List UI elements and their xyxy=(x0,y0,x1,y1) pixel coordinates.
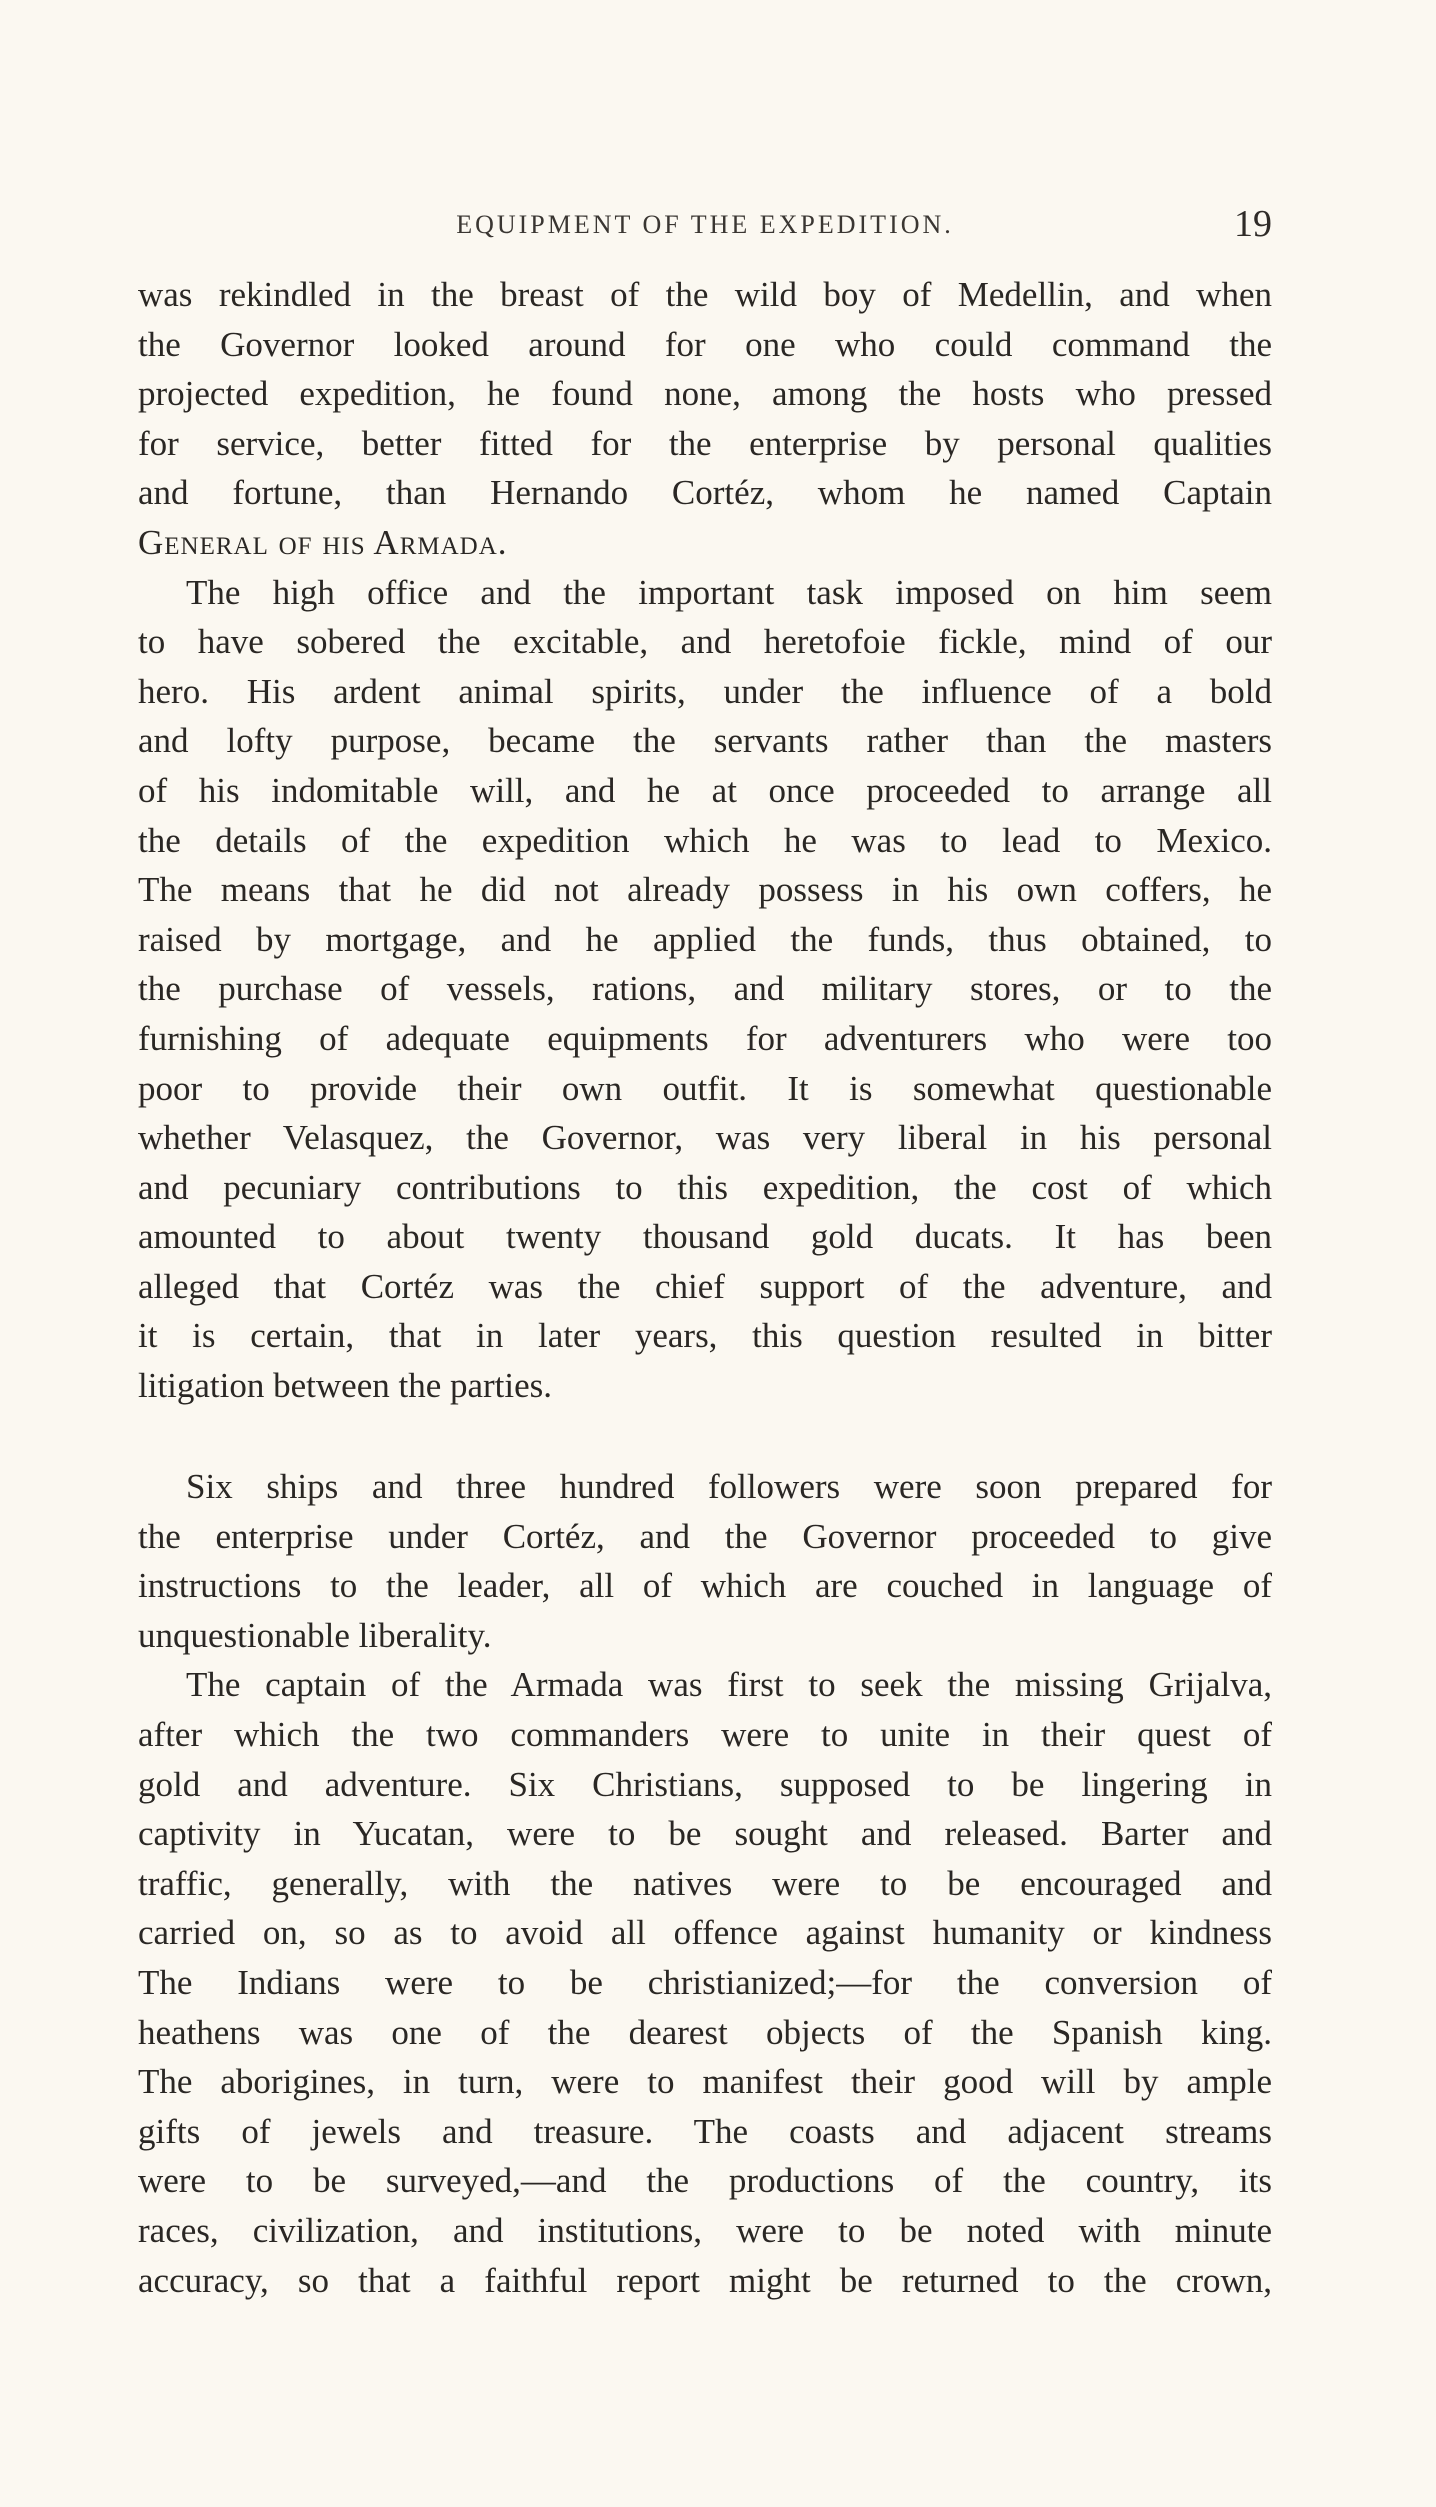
text-line: races, civilization, and institutions, were to be noted with minute xyxy=(138,2210,1272,2250)
text-line: carried on, so as to avoid all offence against humanity or kindness xyxy=(138,1913,1272,1953)
paragraph xyxy=(138,568,1272,1411)
text-line: gifts of jewels and treasure. The coasts and adjacent streams xyxy=(138,2111,1272,2151)
text-line: captivity in Yucatan, were to be sought and released. Barter and xyxy=(138,1814,1272,1854)
text-line: projected expedition, he found none, among the hosts who pressed xyxy=(138,374,1272,414)
text-line: the details of the expedition which he was to lead to Mexico. xyxy=(138,820,1272,860)
text-line: and fortune, than Hernando Cortéz, whom he named Captain xyxy=(138,473,1272,513)
text-line: alleged that Cortéz was the chief support of the adventure, and xyxy=(138,1266,1272,1306)
text-line: whether Velasquez, the Governor, was very liberal in his personal xyxy=(138,1118,1272,1158)
text-line: traffic, generally, with the natives were to be encouraged and xyxy=(138,1863,1272,1903)
text-line: The Indians were to be christianized;—for the conversion of xyxy=(138,1962,1272,2002)
text-line: Six ships and three hundred followers were soon prepared for xyxy=(186,1467,1272,1506)
text-line: heathens was one of the dearest objects of the Spanish king. xyxy=(138,2012,1272,2052)
text-block-upper xyxy=(138,270,1272,1411)
text-line: unquestionable liberality. xyxy=(138,1615,492,1655)
text-line: furnishing of adequate equipments for adventurers who were too xyxy=(138,1018,1272,1058)
text-block-lower xyxy=(138,1462,1272,2305)
paragraph xyxy=(138,270,1272,568)
running-title: EQUIPMENT OF THE EXPEDITION. xyxy=(456,210,954,239)
text-line: General of his Armada. xyxy=(138,522,508,562)
text-line: after which the two commanders were to unite in their quest of xyxy=(138,1714,1272,1754)
text-line: poor to provide their own outfit. It is somewhat questionable xyxy=(138,1068,1272,1108)
text-line: was rekindled in the breast of the wild boy of Medellin, and when xyxy=(138,275,1272,314)
text-line: of his indomitable will, and he at once proceeded to arrange all xyxy=(138,770,1272,810)
running-head xyxy=(138,202,1272,250)
text-line: the purchase of vessels, rations, and military stores, or to the xyxy=(138,969,1272,1009)
text-line: amounted to about twenty thousand gold ducats. It has been xyxy=(138,1217,1272,1257)
text-line: hero. His ardent animal spirits, under the influence of a bold xyxy=(138,671,1272,711)
text-line: raised by mortgage, and he applied the funds, thus obtained, to xyxy=(138,919,1272,959)
text-line: were to be surveyed,—and the productions of the country, its xyxy=(138,2161,1272,2201)
text-line: accuracy, so that a faithful report might be returned to the crown, xyxy=(138,2260,1272,2300)
text-line: instructions to the leader, all of which are couched in language of xyxy=(138,1566,1272,1606)
text-line: for service, better fitted for the enterprise by personal qualities xyxy=(138,423,1272,463)
text-line: The means that he did not already possess in his own coffers, he xyxy=(138,870,1272,910)
text-line: The captain of the Armada was first to seek the missing Grijalva, xyxy=(186,1665,1272,1705)
text-line: litigation between the parties. xyxy=(138,1366,553,1406)
paragraph xyxy=(138,1660,1272,2305)
text-line: gold and adventure. Six Christians, supposed to be lingering in xyxy=(138,1764,1272,1804)
text-line: and pecuniary contributions to this expedition, the cost of which xyxy=(138,1167,1272,1207)
page-number: 19 xyxy=(1234,203,1272,245)
paragraph xyxy=(138,1462,1272,1660)
text-line: and lofty purpose, became the servants rather than the masters xyxy=(138,721,1272,761)
text-line: the enterprise under Cortéz, and the Governor proceeded to give xyxy=(138,1516,1272,1556)
text-line: The aborigines, in turn, were to manifest their good will by ample xyxy=(138,2062,1272,2102)
text-line: to have sobered the excitable, and heretofoie fickle, mind of our xyxy=(138,622,1272,662)
text-line: the Governor looked around for one who could command the xyxy=(138,324,1272,364)
text-line: it is certain, that in later years, this question resulted in bitter xyxy=(138,1316,1272,1356)
text-line: The high office and the important task imposed on him seem xyxy=(186,572,1272,612)
